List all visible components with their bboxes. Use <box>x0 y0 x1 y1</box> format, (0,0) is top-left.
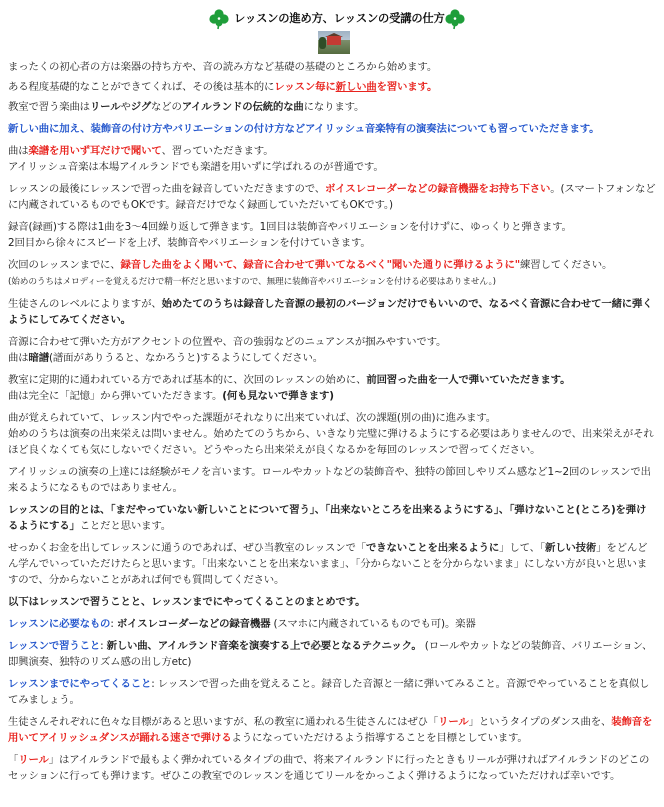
lesson-content <box>8 59 656 790</box>
paragraph-questions: せっかくお金を出してレッスンに通うのであれば、ぜひ当教室のレッスンで「できないことを出来るように」して、「新しい技術」をどんどん学んでいっていただけたらと思います。「出来ないことを出来ないまま」、「分からないことを分からないまま」にしない方が良いと思いますので、分からないことがあれば何でも質問してください。 <box>8 542 648 586</box>
paragraph-new-songs: ある程度基礎的なことができてくれば、その後は基本的にレッスン毎に新しい曲を習います。 <box>8 81 438 93</box>
paragraph-intro: まったくの初心者の方は楽器の持ち方や、音の読み方など基礎の基礎のところから始めます。 <box>8 61 438 73</box>
paragraph-by-ear: 曲は楽譜を用いず耳だけで聞いて、習っていただきます。 アイリッシュ音楽は本場アイルランドでも楽譜を用いずに学ばれるのが普通です。 <box>8 145 384 173</box>
paragraph-recording: レッスンの最後にレッスンで習った曲を録音していただきますので、ボイスレコーダーなどの録音機器をお持ち下さい。(スマートフォンなどに内蔵されているものでもOKです。録音だけでなく録画していただいてもOKです。) <box>8 183 656 211</box>
summary-required-items: レッスンに必要なもの: ボイスレコーダーなどの録音機器 (スマホに内蔵されているものでも可)。楽器 <box>8 618 476 630</box>
paragraph-repertoire: 教室で習う楽曲はリールやジグなどのアイルランドの伝統的な曲になります。 <box>8 101 365 113</box>
paragraph-review: 教室に定期的に通われている方であれば基本的に、次回のレッスンの始めに、前回習った曲を一人で弾いていただきます。 曲は完全に「記憶」から弾いていただきます。(何も見ないで弾きます) <box>8 374 571 402</box>
paragraph-practice: 次回のレッスンまでに、録音した曲をよく聞いて、録音に合わせて弾いてなるべく"聞いた通りに弾けるように"練習してください。 (始めのうちはメロディーを覚えるだけで精一杯だと思いますので、無理に装飾音やバリエーションを付ける必要はありません。) <box>8 259 613 287</box>
paragraph-techniques: 新しい曲に加え、装飾音の付け方やバリエーションの付け方などアイリッシュ音楽特有の演奏法についても習っていただきます。 <box>8 123 600 135</box>
page-title: レッスンの進め方、レッスンの受講の仕方 <box>234 12 445 25</box>
paragraph-experience: アイリッシュの演奏の上達には経験がモノを言います。ロールやカットなどの装飾音や、独特の節回しやリズム感など1~2回のレッスンで出来るようになるものではありません。 <box>8 466 651 494</box>
summary-lesson-topics: レッスンで習うこと: 新しい曲、アイルランド音楽を演奏する上で必要となるテクニック。 (ロールやカットなどの装飾音、バリエーション、即興演奏、独特のリズム感の出し方etc) <box>8 640 653 668</box>
shamrock-icon <box>444 8 466 30</box>
paragraph-summary-heading: 以下はレッスンで習うことと、レッスンまでにやってくることのまとめです。 <box>8 596 366 608</box>
summary-homework: レッスンまでにやってくること: レッスンで習った曲を覚えること。録音した音源と一緒に弾いてみること。音源でやっていることを真似してみましょう。 <box>8 678 650 706</box>
paragraph-repeat: 録音(録画)する際は1曲を3～4回繰り返して弾きます。1回目は装飾音やバリエーションを付けずに、ゆっくりと弾きます。 2回目から徐々にスピードを上げ、装飾音やバリエーションを付けていきます。 <box>8 221 572 249</box>
paragraph-level: 生徒さんのレベルによりますが、始めたてのうちは録音した音源の最初のバージョンだけでもいいので、なるべく音源に合わせて一緒に弾くようにしてみてください。 <box>8 298 653 326</box>
paragraph-progress: 曲が覚えられていて、レッスン内でやった課題がそれなりに出来ていれば、次の課題(別の曲)に進みます。 始めのうちは演奏の出来栄えは問いません。始めたてのうちから、いきなり完璧に弾けるようにする必要はありませんので、出来栄えがそれほど良くなくても気にしないでください。どうやったら出来栄えが良くなるかを毎回のレッスンで習ってください。 <box>8 412 654 456</box>
paragraph-purpose: レッスンの目的とは、「まだやっていない新しいことについて習う」、「出来ないところを出来るようにする」、「弾けないこと(ところ)を弾けるようにする」ことだと思います。 <box>8 504 647 532</box>
photo-thumbnail <box>318 31 350 54</box>
paragraph-reel: 「リール」はアイルランドで最もよく弾かれているタイプの曲で、将来アイルランドに行ったときもリールが弾ければアイルランドのどこのセッションに行っても弾けます。ぜひこの教室でのレッスンを通じてリールをかっこよく弾けるようになっていただければ幸いです。 <box>8 754 650 782</box>
shamrock-icon <box>208 8 230 30</box>
header <box>0 8 664 30</box>
paragraph-goal: 生徒さんそれぞれに色々な目標があると思いますが、私の教室に通われる生徒さんにはぜひ「リール」というタイプのダンス曲を、装飾音を用いてアイリッシュダンスが踊れる速さで弾けるようになっていただけるよう指導することを目標としています。 <box>8 716 653 744</box>
paragraph-nuance: 音源に合わせて弾いた方がアクセントの位置や、音の強弱などのニュアンスが掴みやすいです。 曲は暗譜(譜面がありうると、なかろうと)するようにしてください。 <box>8 336 447 364</box>
